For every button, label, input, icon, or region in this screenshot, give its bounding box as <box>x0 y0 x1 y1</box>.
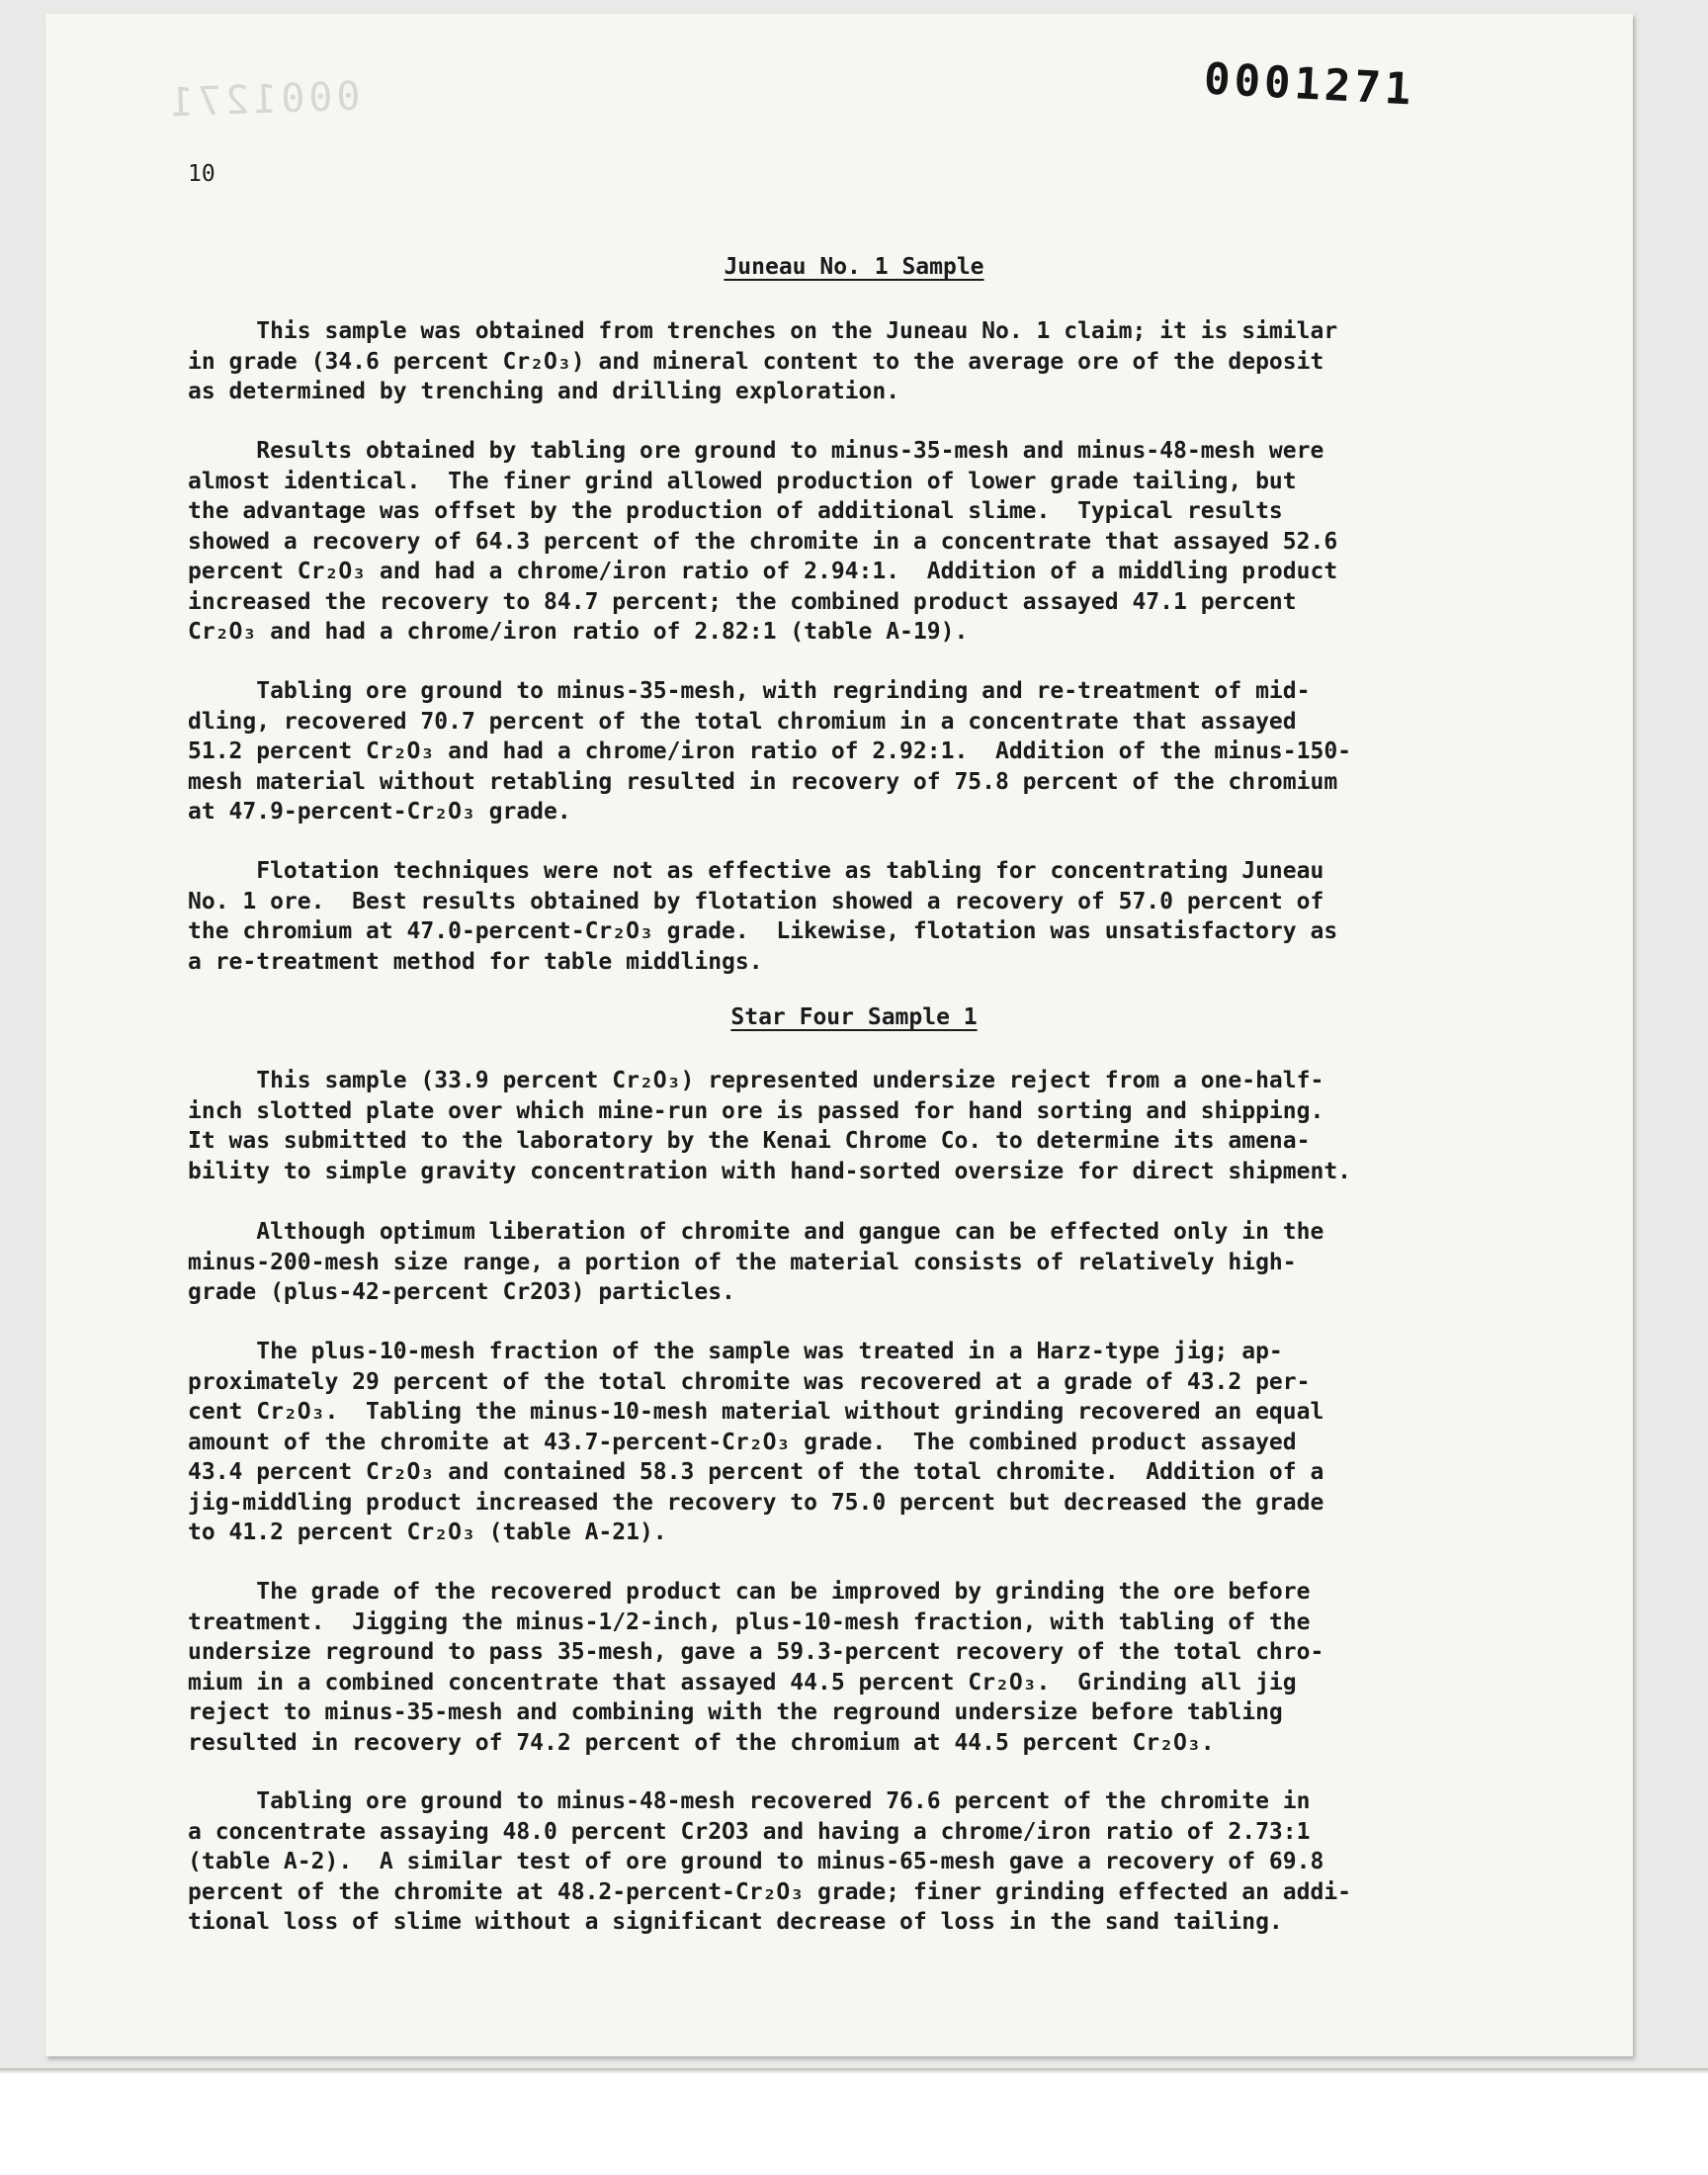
bleed-through-number: 0001271 <box>165 73 362 127</box>
paragraph-juneau-3: Tabling ore ground to minus-35-mesh, with regrinding and re-treatment of mid- dling, recovered 70.7 percent of the total chromium in a concentrate that assayed 51.2 percent Cr₂O₃ and had a chrome/iron ratio of 2.92:1. Addition of the minus-150- mesh material without retabling resulted in recovery of 75.8 percent of the chromium at 47.9-percent-Cr₂O₃ grade. <box>188 678 1352 825</box>
paragraph-star-1: This sample (33.9 percent Cr₂O₃) represented undersize reject from a one-half- inch slotted plate over which mine-run ore is passed for hand sorting and shipping. It was submitted to the laboratory by the Kenai Chrome Co. to determine its amena- bility to simple gravity concentration with hand-sorted oversize for direct shipment. <box>188 1068 1352 1184</box>
document-number-stamp: 0001271 <box>1202 53 1416 116</box>
paragraph-star-2: Although optimum liberation of chromite and gangue can be effected only in the minus-200-mesh size range, a portion of the material consists of relatively high- grade (plus-42-percent Cr2O3) particles. <box>188 1219 1324 1305</box>
paragraph-star-3: The plus-10-mesh fraction of the sample was treated in a Harz-type jig; ap- proximately 29 percent of the total chromite was recovered at a grade of 43.2 per- cent Cr₂O₃. Tabling the minus-10-mesh material without grinding recovered an equal amount of the chromite at 43.7-percent-Cr₂O₃ grade. The combined product assayed 43.4 percent Cr₂O₃ and contained 58.3 percent of the total chromite. Addition of a jig-middling product increased the recovery to 75.0 percent but decreased the grade to 41.2 percent Cr₂O₃ (table A-21). <box>188 1339 1324 1545</box>
page-edge-shadow <box>0 2068 1708 2074</box>
paragraph-juneau-1: This sample was obtained from trenches on the Juneau No. 1 claim; it is similar in grade (34.6 percent Cr₂O₃) and mineral content to the average ore of the deposit as determined by trenching and drilling exploration. <box>188 318 1338 404</box>
section-heading-star-four: Star Four Sample 1 <box>730 1004 978 1030</box>
page-number: 10 <box>188 161 215 187</box>
paragraph-star-4: The grade of the recovered product can be improved by grinding the ore before treatment. Jigging the minus-1/2-inch, plus-10-mesh fraction, with tabling of the undersize reground to pass 35-mesh, gave a 59.3-percent recovery of the total chro- mium in a combined concentrate that assayed 44.5 percent Cr₂O₃. Grinding all jig reject to minus-35-mesh and combining with the reground undersize before tabling resulted in recovery of 74.2 percent of the chromium at 44.5 percent Cr₂O₃. <box>188 1579 1324 1756</box>
paragraph-juneau-4: Flotation techniques were not as effective as tabling for concentrating Juneau No. 1 ore. Best results obtained by flotation showed a recovery of 57.0 percent of the chromium at 47.0-percent-Cr₂O₃ grade. Likewise, flotation was unsatisfactory as a re-treatment method for table middlings. <box>188 858 1338 975</box>
paragraph-juneau-2: Results obtained by tabling ore ground to minus-35-mesh and minus-48-mesh were almost identical. The finer grind allowed production of lower grade tailing, but the advantage was offset by the production of additional slime. Typical results showed a recovery of 64.3 percent of the chromite in a concentrate that assayed 52.6 percent Cr₂O₃ and had a chrome/iron ratio of 2.94:1. Addition of a middling product increased the recovery to 84.7 percent; the combined product assayed 47.1 percent Cr₂O₃ and had a chrome/iron ratio of 2.82:1 (table A-19). <box>188 438 1338 645</box>
section-heading-juneau: Juneau No. 1 Sample <box>724 254 984 280</box>
paragraph-star-5: Tabling ore ground to minus-48-mesh recovered 76.6 percent of the chromite in a concentrate assaying 48.0 percent Cr2O3 and having a chrome/iron ratio of 2.73:1 (table A-2). A similar test of ore ground to minus-65-mesh gave a recovery of 69.8 percent of the chromite at 48.2-percent-Cr₂O₃ grade; finer grinding effected an addi- tional loss of slime without a significant decrease of loss in the sand tailing. <box>188 1788 1352 1935</box>
